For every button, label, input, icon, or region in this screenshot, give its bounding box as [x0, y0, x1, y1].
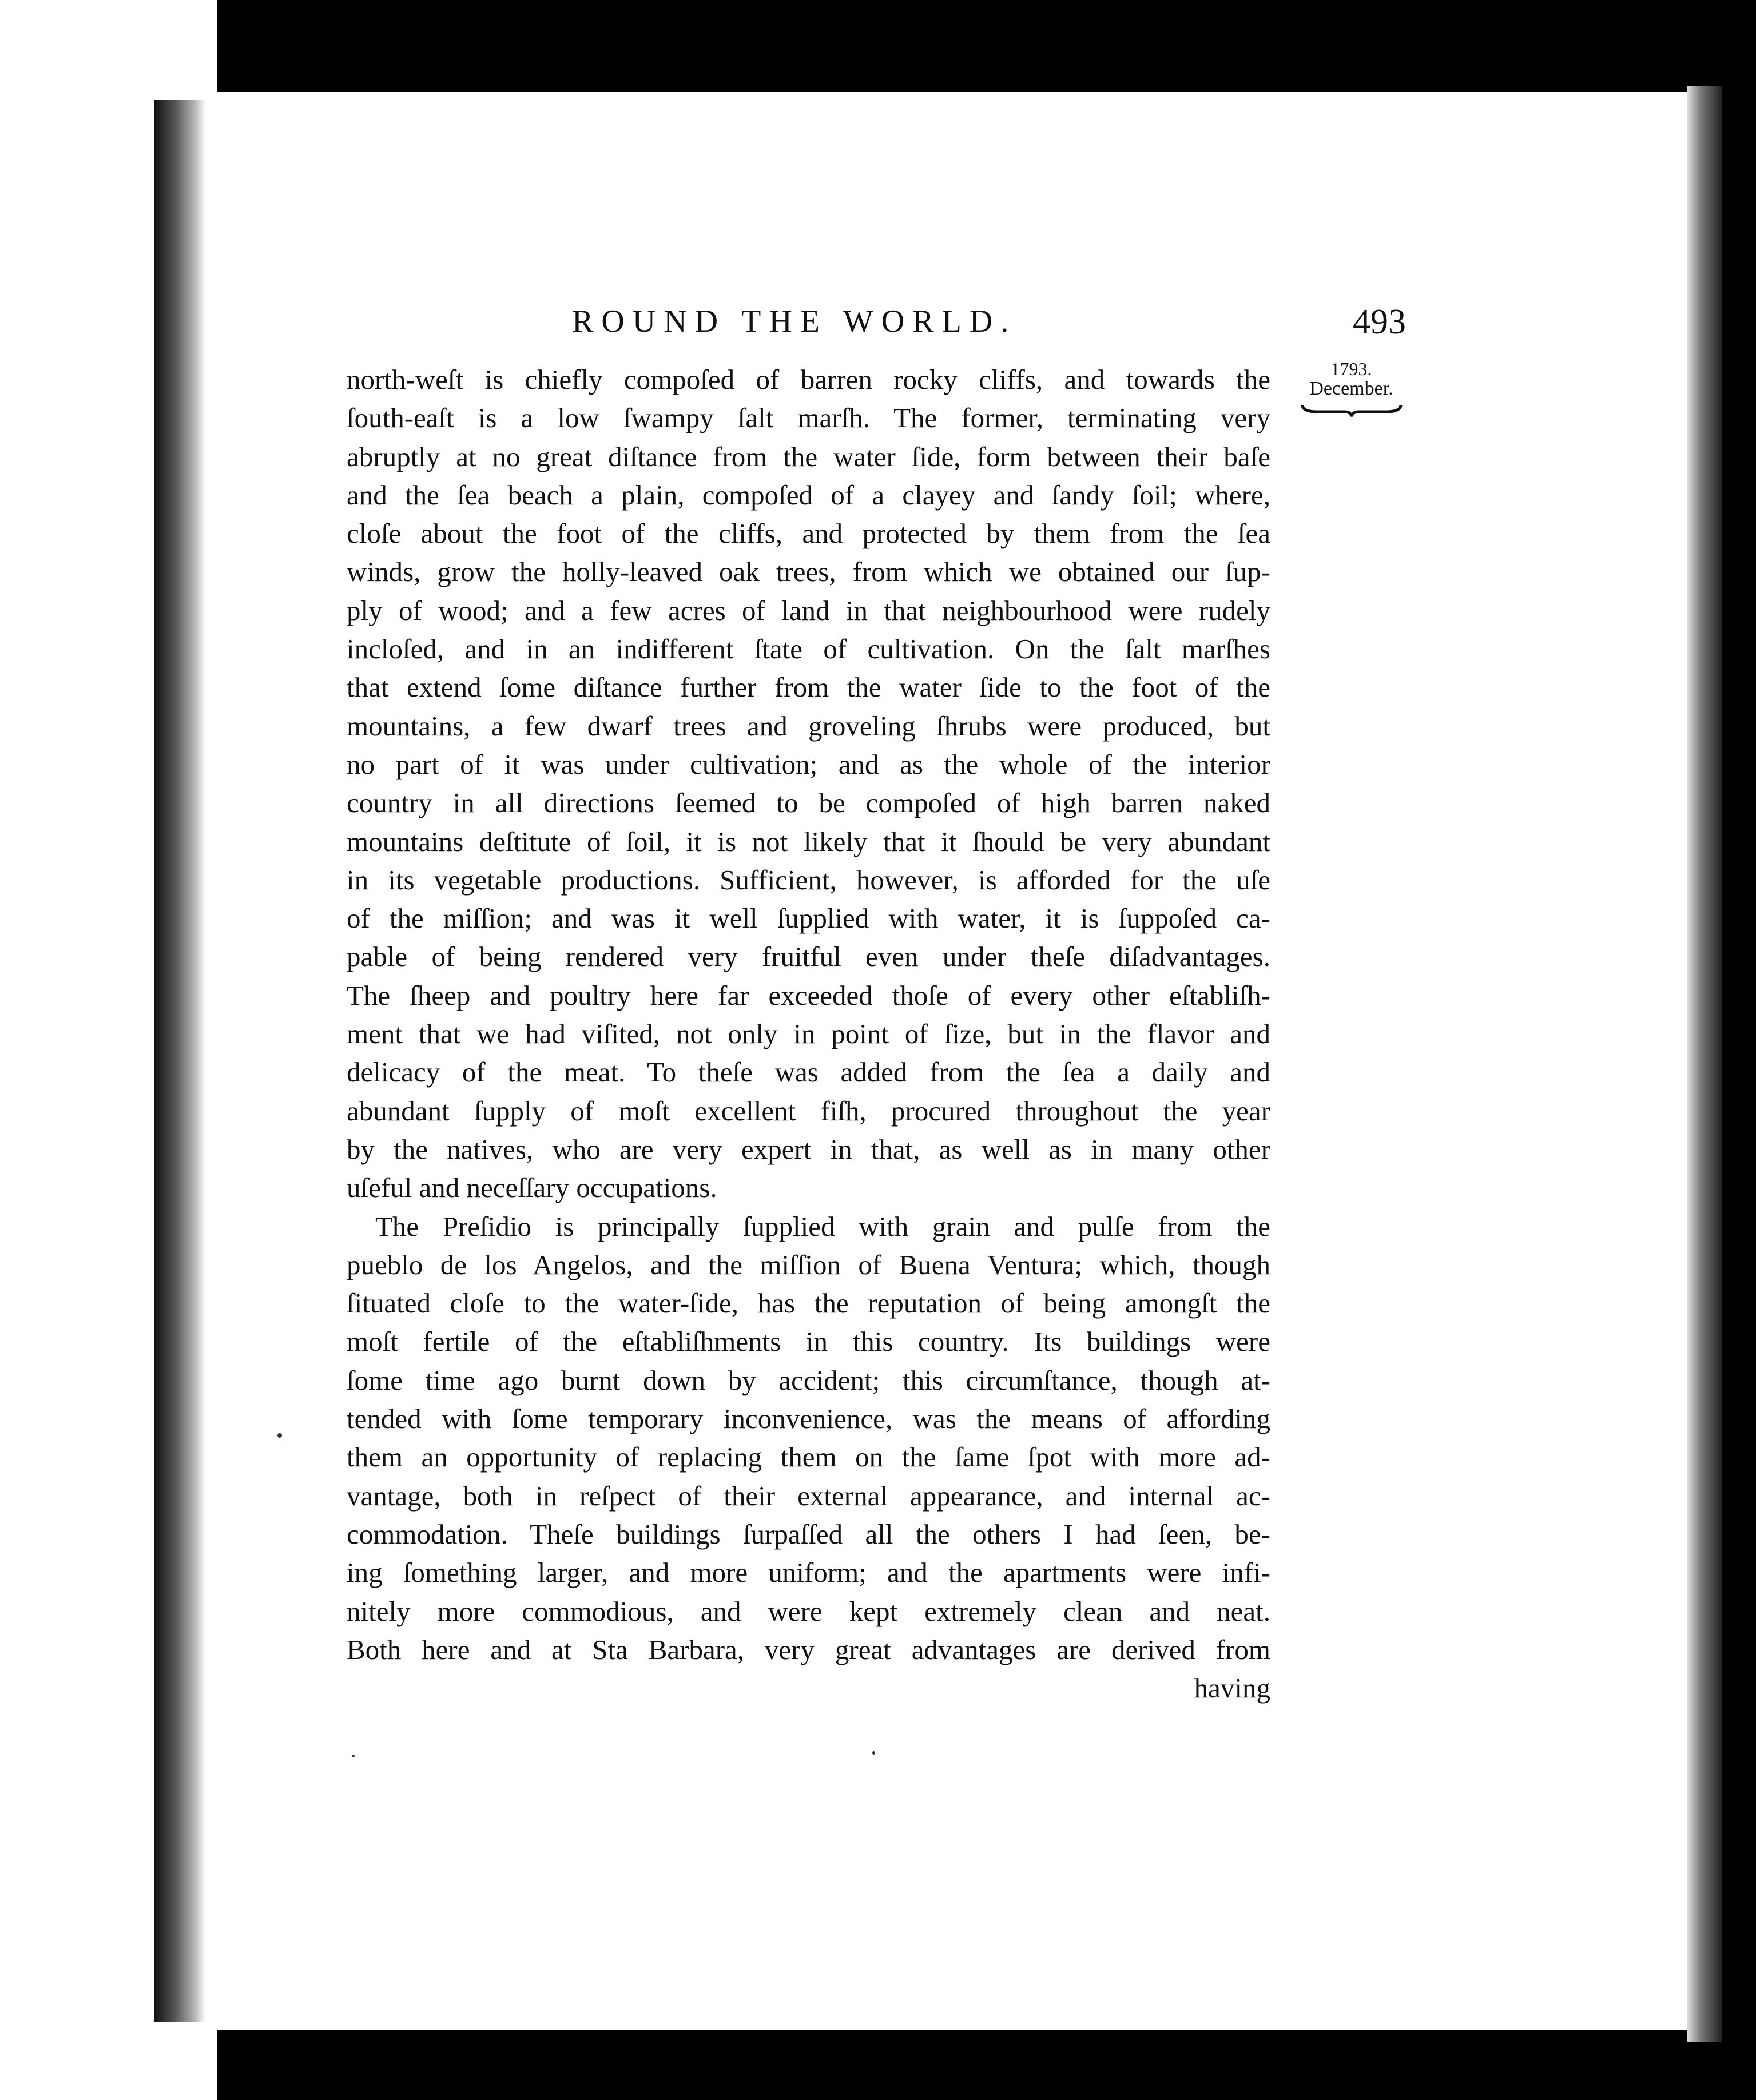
binding-shadow: [154, 100, 206, 2022]
scan-speck: [277, 1433, 282, 1438]
text-line: ſouth-eaſt is a low ſwampy ſalt marſh. The former, terminating very: [347, 402, 1270, 434]
text-line: ment that we had viſited, not only in point of ſize, but in the flavor and: [347, 1018, 1270, 1050]
scan-bottom-border: [0, 2030, 1756, 2100]
scan-top-border: [0, 0, 1756, 92]
text-line: moſt fertile of the eſtabliſhments in this country. Its buildings were: [347, 1326, 1270, 1358]
text-line: Both here and at Sta Barbara, very great advantages are derived from: [347, 1633, 1270, 1665]
text-line: The ſheep and poultry here far exceeded thoſe of every other eſtabliſh-: [347, 979, 1270, 1011]
text-line: winds, grow the holly-leaved oak trees, from which we obtained our ſup-: [347, 556, 1270, 588]
text-line: commodation. Theſe buildings ſurpaſſed all the others I had ſeen, be-: [347, 1518, 1270, 1550]
body-text: [347, 360, 1270, 1707]
page-number: 493: [1353, 303, 1406, 341]
text-line: them an opportunity of replacing them on the ſame ſpot with more ad-: [347, 1441, 1270, 1473]
paragraph-2: [347, 1207, 1270, 1669]
text-line: mountains, a few dwarf trees and groveling ſhrubs were produced, but: [347, 710, 1270, 742]
catchword: having: [1194, 1672, 1270, 1704]
text-line: delicacy of the meat. To theſe was added from the ſea a daily and: [347, 1056, 1270, 1088]
margin-note: [1296, 359, 1407, 417]
text-line: no part of it was under cultivation; and as the whole of the interior: [347, 748, 1270, 780]
brace-icon: [1300, 401, 1403, 417]
text-line: uſeful and neceſſary occupations.: [347, 1172, 717, 1204]
scan-speck: [352, 1755, 355, 1757]
text-line: incloſed, and in an indifferent ſtate of cultivation. On the ſalt marſhes: [347, 633, 1270, 665]
text-line: ſituated cloſe to the water-ſide, has the reputation of being amongſt the: [347, 1287, 1270, 1319]
text-line: The Preſidio is principally ſupplied with grain and pulſe from the: [375, 1210, 1270, 1242]
text-line: tended with ſome temporary inconvenience, was the means of affording: [347, 1403, 1270, 1435]
margin-note-year: 1793.: [1330, 359, 1372, 379]
text-line: vantage, both in reſpect of their external appearance, and internal ac-: [347, 1479, 1270, 1512]
margin-note-month: December.: [1309, 378, 1393, 399]
text-line: ſome time ago burnt down by accident; this circumſtance, though at-: [347, 1364, 1270, 1396]
text-line: and the ſea beach a plain, compoſed of a clayey and ſandy ſoil; where,: [347, 479, 1270, 511]
text-line: cloſe about the foot of the cliffs, and protected by them from the ſea: [347, 518, 1270, 550]
text-line: that extend ſome diſtance further from the water ſide to the foot of the: [347, 671, 1270, 703]
text-line: ing ſomething larger, and more uniform; and the apartments were infi-: [347, 1557, 1270, 1589]
text-line: pueblo de los Angelos, and the miſſion of Buena Ventura; which, though: [347, 1248, 1270, 1280]
text-line: abruptly at no great diſtance from the water ſide, form between their baſe: [347, 440, 1270, 472]
text-line: of the miſſion; and was it well ſupplied with water, it is ſuppoſed ca-: [347, 902, 1270, 934]
text-line: country in all directions ſeemed to be compoſed of high barren naked: [347, 787, 1270, 819]
scan-speck: [872, 1751, 875, 1755]
page-edge-shadow: [1687, 86, 1722, 2042]
text-line: in its vegetable productions. Sufficient, however, is afforded for the uſe: [347, 864, 1270, 896]
running-head: ROUND THE WORLD.: [572, 304, 1017, 339]
text-line: nitely more commodious, and were kept extremely clean and neat.: [347, 1595, 1270, 1627]
text-line: by the natives, who are very expert in that, as well as in many other: [347, 1133, 1270, 1165]
text-line: abundant ſupply of moſt excellent fiſh, procured throughout the year: [347, 1095, 1270, 1127]
text-line: mountains deſtitute of ſoil, it is not likely that it ſhould be very abundant: [347, 825, 1270, 857]
text-line: pable of being rendered very fruitful even under theſe diſadvantages.: [347, 941, 1270, 973]
text-line: north-weſt is chiefly compoſed of barren rocky cliffs, and towards the: [347, 364, 1270, 395]
paragraph-1: [347, 360, 1270, 1207]
text-line: ply of wood; and a few acres of land in that neighbourhood were rudely: [347, 594, 1270, 626]
